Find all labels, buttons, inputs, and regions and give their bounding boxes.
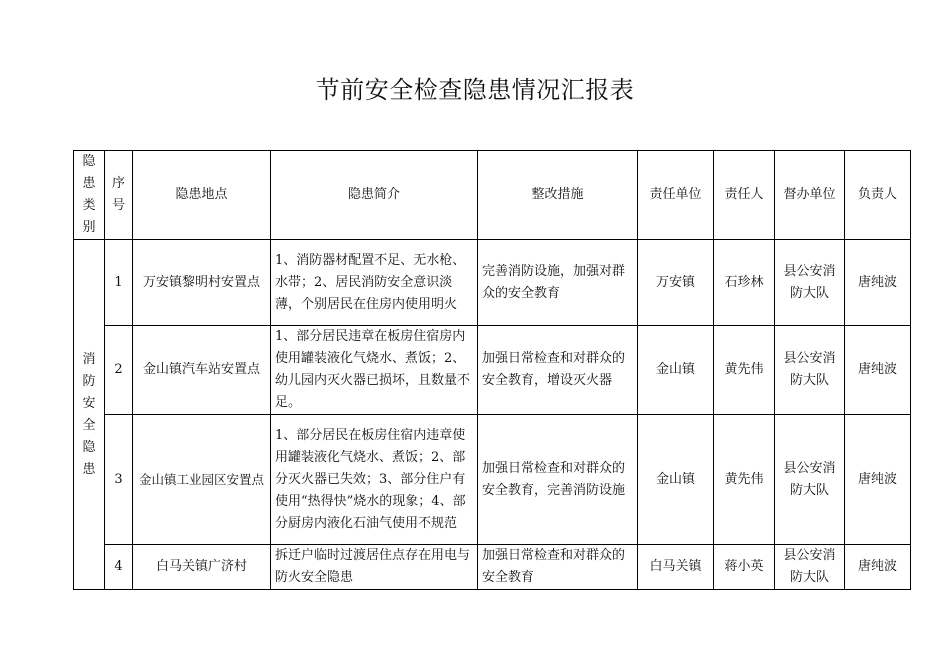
measures-cell: 完善消防设施，加强对群众的安全教育 [478, 240, 638, 326]
header-seq-char: 序 [111, 176, 125, 191]
person-cell: 黄先伟 [714, 415, 775, 545]
measures-cell: 加强日常检查和对群众的安全教育，增设灭火器 [478, 326, 638, 415]
measures-cell: 加强日常检查和对群众的安全教育，完善消防设施 [478, 415, 638, 545]
header-summary: 隐患简介 [271, 151, 478, 240]
seq-cell: 2 [105, 326, 133, 415]
table-row [74, 545, 911, 590]
header-measures: 整改措施 [478, 151, 638, 240]
table-row [74, 240, 911, 326]
header-seq [105, 151, 133, 240]
category-char: 消 [82, 351, 96, 367]
person-cell: 黄先伟 [714, 326, 775, 415]
location-cell: 金山镇汽车站安置点 [133, 326, 271, 415]
location-cell: 白马关镇广济村 [133, 545, 271, 590]
supervisor-cell: 县公安消防大队 [775, 415, 845, 545]
lead-cell: 唐纯波 [845, 240, 911, 326]
category-char: 全 [82, 417, 96, 433]
supervisor-cell: 县公安消防大队 [775, 326, 845, 415]
page-title: 节前安全检查隐患情况汇报表 [315, 76, 635, 104]
category-char: 安 [82, 395, 96, 411]
hazard-report-table [73, 150, 911, 590]
unit-cell: 金山镇 [638, 326, 714, 415]
measures-cell: 加强日常检查和对群众的安全教育 [478, 545, 638, 590]
header-category-char: 类 [82, 198, 96, 213]
header-category [74, 151, 105, 240]
supervisor-cell: 县公安消防大队 [775, 240, 845, 326]
person-cell: 蒋小英 [714, 545, 775, 590]
header-row [74, 151, 911, 240]
unit-cell: 金山镇 [638, 415, 714, 545]
summary-cell: 拆迁户临时过渡居住点存在用电与防火安全隐患 [271, 545, 478, 590]
header-unit: 责任单位 [638, 151, 714, 240]
category-char: 防 [82, 373, 96, 389]
header-person: 责任人 [714, 151, 775, 240]
header-category-char: 别 [82, 220, 96, 235]
summary-cell: 1、部分居民违章在板房住宿房内使用罐装液化气烧水、煮饭；2、幼儿园内灭火器已损坏，且数量不足。 [271, 326, 478, 415]
header-category-char: 隐 [82, 154, 96, 169]
table-row [74, 326, 911, 415]
lead-cell: 唐纯波 [845, 326, 911, 415]
summary-cell: 1、消防器材配置不足、无水枪、水带；2、居民消防安全意识淡薄，个别居民在住房内使用明火 [271, 240, 478, 326]
supervisor-cell: 县公安消防大队 [775, 545, 845, 590]
header-location: 隐患地点 [133, 151, 271, 240]
lead-cell: 唐纯波 [845, 415, 911, 545]
unit-cell: 万安镇 [638, 240, 714, 326]
seq-cell: 4 [105, 545, 133, 590]
summary-cell: 1、部分居民在板房住宿内违章使用罐装液化气烧水、煮饭；2、部分灭火器已失效；3、部分住户有使用“热得快”烧水的现象；4、部分厨房内液化石油气使用不规范 [271, 415, 478, 545]
header-category-char: 患 [82, 176, 96, 191]
unit-cell: 白马关镇 [638, 545, 714, 590]
location-cell: 万安镇黎明村安置点 [133, 240, 271, 326]
header-lead: 负责人 [845, 151, 911, 240]
header-supervisor: 督办单位 [775, 151, 845, 240]
seq-cell: 3 [105, 415, 133, 545]
seq-cell: 1 [105, 240, 133, 326]
category-char: 隐 [82, 439, 96, 455]
category-char: 患 [82, 461, 96, 477]
header-seq-char: 号 [111, 198, 125, 213]
category-cell [74, 240, 105, 590]
lead-cell: 唐纯波 [845, 545, 911, 590]
location-cell: 金山镇工业园区安置点 [133, 415, 271, 545]
person-cell: 石珍林 [714, 240, 775, 326]
table-row [74, 415, 911, 545]
